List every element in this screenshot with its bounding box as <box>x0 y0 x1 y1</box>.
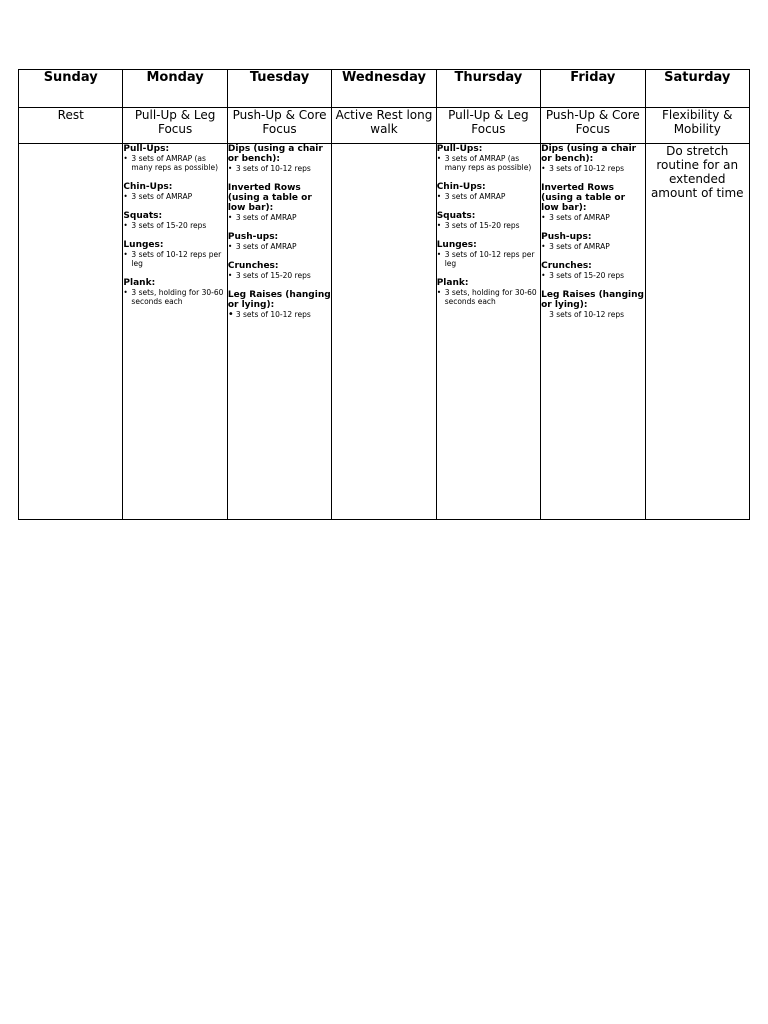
exercise-sets: • 3 sets of 10-12 reps <box>228 310 331 319</box>
exercise-block <box>123 278 226 306</box>
exercise-sets: • 3 sets of AMRAP <box>123 192 226 201</box>
detail-monday <box>123 144 227 520</box>
focus-saturday: Flexibility & Mobility <box>645 108 749 144</box>
exercise-sets: • 3 sets of 10-12 reps <box>541 164 644 173</box>
header-wednesday: Wednesday <box>332 70 436 108</box>
exercise-block <box>123 211 226 230</box>
exercise-block <box>228 261 331 280</box>
exercise-name: Crunches: <box>541 261 592 271</box>
exercise-sets: • 3 sets of AMRAP (as many reps as possible) <box>437 154 540 172</box>
exercise-block <box>437 278 540 306</box>
exercise-sets: • 3 sets of 15-20 reps <box>541 271 644 280</box>
exercise-block <box>228 232 331 251</box>
exercise-block <box>228 183 331 222</box>
focus-sunday: Rest <box>19 108 123 144</box>
exercise-sets: • 3 sets of 10-12 reps <box>228 164 331 173</box>
focus-friday: Push-Up & Core Focus <box>541 108 645 144</box>
detail-wednesday <box>332 144 436 520</box>
exercise-block <box>123 182 226 201</box>
header-sunday: Sunday <box>19 70 123 108</box>
exercise-block <box>437 211 540 230</box>
exercise-block <box>437 182 540 201</box>
exercise-name: Lunges: <box>436 240 477 250</box>
exercise-name: Chin-Ups: <box>436 182 486 192</box>
header-thursday: Thursday <box>436 70 540 108</box>
exercise-sets: • 3 sets of 15-20 reps <box>228 271 331 280</box>
exercise-name: Pull-Ups: <box>436 144 483 154</box>
exercise-sets: • 3 sets of 15-20 reps <box>123 221 226 230</box>
exercise-sets: 3 sets of 10-12 reps <box>549 310 625 319</box>
exercise-block <box>123 144 226 172</box>
exercise-sets: • 3 sets of AMRAP (as many reps as possible) <box>123 154 226 172</box>
exercise-sets: • 3 sets of AMRAP <box>228 213 331 222</box>
exercise-block <box>541 144 644 173</box>
exercise-name: Inverted Rows (using a table or low bar): <box>541 183 626 213</box>
weekly-workout-table <box>18 69 750 520</box>
detail-saturday <box>645 144 749 520</box>
focus-row <box>19 108 750 144</box>
header-tuesday: Tuesday <box>227 70 331 108</box>
exercise-block <box>541 261 644 280</box>
day-header-row <box>19 70 750 108</box>
exercise-name: Lunges: <box>123 240 164 250</box>
exercise-name: Leg Raises (hanging or lying): <box>227 290 331 310</box>
exercise-sets: • 3 sets of AMRAP <box>228 242 331 251</box>
exercise-name: Leg Raises (hanging or lying): <box>541 290 644 310</box>
detail-thursday <box>436 144 540 520</box>
exercise-block <box>541 232 644 251</box>
header-saturday: Saturday <box>645 70 749 108</box>
exercise-sets: • 3 sets, holding for 30-60 seconds each <box>123 288 226 306</box>
exercise-sets: • 3 sets of AMRAP <box>541 213 644 222</box>
exercise-sets: • 3 sets of 15-20 reps <box>437 221 540 230</box>
exercise-sets: • 3 sets of 10-12 reps per leg <box>123 250 226 268</box>
exercise-name: Crunches: <box>227 261 279 271</box>
header-monday: Monday <box>123 70 227 108</box>
focus-wednesday: Active Rest long walk <box>332 108 436 144</box>
exercise-name: Plank: <box>436 278 469 288</box>
exercise-name: Dips (using a chair or bench): <box>227 144 323 164</box>
exercise-block <box>437 144 540 172</box>
exercise-block <box>437 240 540 268</box>
exercise-name: Push-ups: <box>227 232 279 242</box>
focus-tuesday: Push-Up & Core Focus <box>227 108 331 144</box>
exercise-block <box>228 144 331 173</box>
detail-sunday <box>19 144 123 520</box>
exercise-block <box>123 240 226 268</box>
exercise-sets: • 3 sets of 10-12 reps per leg <box>437 250 540 268</box>
detail-friday <box>541 144 645 520</box>
detail-row <box>19 144 750 520</box>
exercise-name: Inverted Rows (using a table or low bar): <box>227 183 312 213</box>
exercise-block <box>228 290 331 319</box>
exercise-name: Squats: <box>123 211 163 221</box>
exercise-name: Dips (using a chair or bench): <box>541 144 637 164</box>
focus-thursday: Pull-Up & Leg Focus <box>436 108 540 144</box>
exercise-block <box>541 290 644 319</box>
focus-monday: Pull-Up & Leg Focus <box>123 108 227 144</box>
exercise-name: Chin-Ups: <box>123 182 173 192</box>
exercise-name: Squats: <box>436 211 476 221</box>
header-friday: Friday <box>541 70 645 108</box>
exercise-sets: • 3 sets of AMRAP <box>437 192 540 201</box>
saturday-note: Do stretch routine for an extended amount of time <box>650 144 744 200</box>
detail-tuesday <box>227 144 331 520</box>
exercise-sets: • 3 sets of AMRAP <box>541 242 644 251</box>
exercise-name: Pull-Ups: <box>123 144 170 154</box>
exercise-name: Plank: <box>123 278 156 288</box>
exercise-name: Push-ups: <box>541 232 592 242</box>
exercise-block <box>541 183 644 222</box>
exercise-sets: • 3 sets, holding for 30-60 seconds each <box>437 288 540 306</box>
